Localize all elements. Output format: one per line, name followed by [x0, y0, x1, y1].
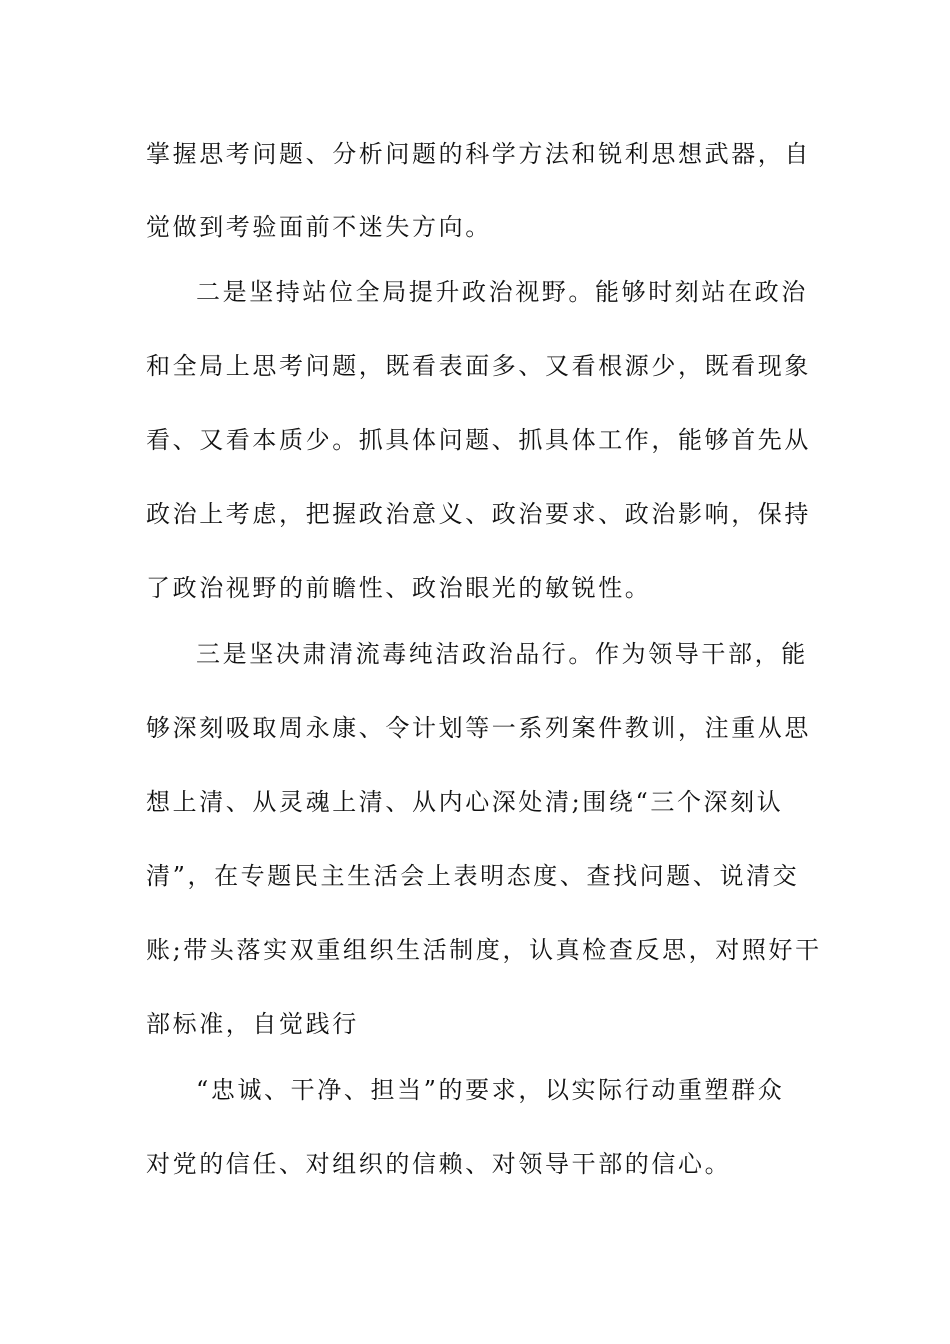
text-line: 想上清、从灵魂上清、从内心深处清;围绕“三个深刻认: [146, 788, 784, 816]
text-line: 和全局上思考问题，既看表面多、又看根源少，既看现象: [146, 352, 811, 380]
text-line: 够深刻吸取周永康、令计划等一系列案件教训，注重从思: [146, 714, 811, 742]
text-line: 对党的信任、对组织的信赖、对领导干部的信心。: [146, 1150, 732, 1178]
paragraph-start-line: “忠诚、干净、担当”的要求，以实际行动重塑群众: [196, 1076, 785, 1104]
text-line: 看、又看本质少。抓具体问题、抓具体工作，能够首先从: [146, 426, 811, 454]
text-line: 账;带头落实双重组织生活制度，认真检查反思，对照好干: [146, 936, 822, 964]
paragraph-start-line: 二是坚持站位全局提升政治视野。能够时刻站在政治: [196, 278, 808, 306]
text-line: 清”，在专题民主生活会上表明态度、查找问题、说清交: [146, 862, 800, 890]
paragraph-start-line: 三是坚决肃清流毒纯洁政治品行。作为领导干部，能: [196, 640, 808, 668]
text-line: 了政治视野的前瞻性、政治眼光的敏锐性。: [146, 574, 652, 602]
text-line: 觉做到考验面前不迷失方向。: [146, 213, 492, 241]
text-line: 政治上考虑，把握政治意义、政治要求、政治影响，保持: [146, 500, 811, 528]
text-line: 部标准，自觉践行: [146, 1010, 359, 1038]
text-line: 掌握思考问题、分析问题的科学方法和锐利思想武器，自: [146, 140, 811, 168]
